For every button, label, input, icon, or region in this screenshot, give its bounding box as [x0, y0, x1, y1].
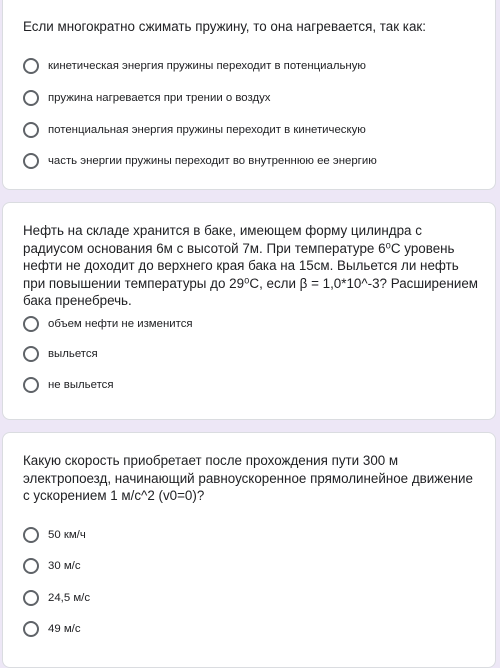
- radio-button[interactable]: [23, 527, 39, 543]
- question-3-option-2[interactable]: [23, 556, 81, 576]
- radio-button[interactable]: [23, 316, 39, 332]
- question-1-option-3[interactable]: [23, 120, 366, 140]
- radio-button[interactable]: [23, 621, 39, 637]
- question-2-option-1[interactable]: [23, 314, 193, 334]
- question-2-text: Нефть на складе хранится в баке, имеющем форму цилиндра с радиусом основания 6м с высотой 7м. При температуре 6⁰С уровень нефти не доходит до верхнего края бака на 15см. Выльется ли нефть при повышении температуры до 29⁰С, если β = 1,0*10^-3? Расширением бака пренебречь.: [23, 223, 478, 309]
- option-label: 50 км/ч: [48, 529, 86, 541]
- question-1-option-2[interactable]: [23, 88, 271, 108]
- question-1-option-1[interactable]: [23, 56, 366, 76]
- option-label: часть энергии пружины переходит во внутреннюю ее энергию: [48, 155, 377, 167]
- question-card-1: [2, 0, 496, 190]
- option-label: пружина нагревается при трении о воздух: [48, 92, 271, 104]
- question-1-text: Если многократно сжимать пружину, то она нагревается, так как:: [23, 19, 426, 34]
- question-2-option-2[interactable]: [23, 344, 98, 364]
- radio-button[interactable]: [23, 153, 39, 169]
- radio-button[interactable]: [23, 558, 39, 574]
- question-3-option-3[interactable]: [23, 588, 90, 608]
- radio-button[interactable]: [23, 377, 39, 393]
- option-label: выльется: [48, 348, 98, 360]
- question-3-text: Какую скорость приобретает после прохождения пути 300 м электропоезд, начинающий равноускоренное прямолинейное движение с ускорением 1 м/с^2 (v0=0)?: [23, 453, 473, 504]
- radio-button[interactable]: [23, 90, 39, 106]
- question-card-2: [2, 202, 496, 420]
- option-label: объем нефти не изменится: [48, 318, 193, 330]
- question-1-option-4[interactable]: [23, 151, 377, 171]
- question-3-option-4[interactable]: [23, 619, 81, 639]
- option-label: 49 м/с: [48, 623, 81, 635]
- option-label: 30 м/с: [48, 560, 81, 572]
- question-2-option-3[interactable]: [23, 375, 114, 395]
- option-label: 24,5 м/с: [48, 592, 91, 604]
- option-label: не выльется: [48, 379, 114, 391]
- radio-button[interactable]: [23, 58, 39, 74]
- question-3-option-1[interactable]: [23, 525, 86, 545]
- option-label: потенциальная энергия пружины переходит в кинетическую: [48, 124, 366, 136]
- question-card-3: [2, 432, 496, 668]
- radio-button[interactable]: [23, 346, 39, 362]
- option-label: кинетическая энергия пружины переходит в потенциальную: [48, 60, 366, 72]
- radio-button[interactable]: [23, 122, 39, 138]
- radio-button[interactable]: [23, 590, 39, 606]
